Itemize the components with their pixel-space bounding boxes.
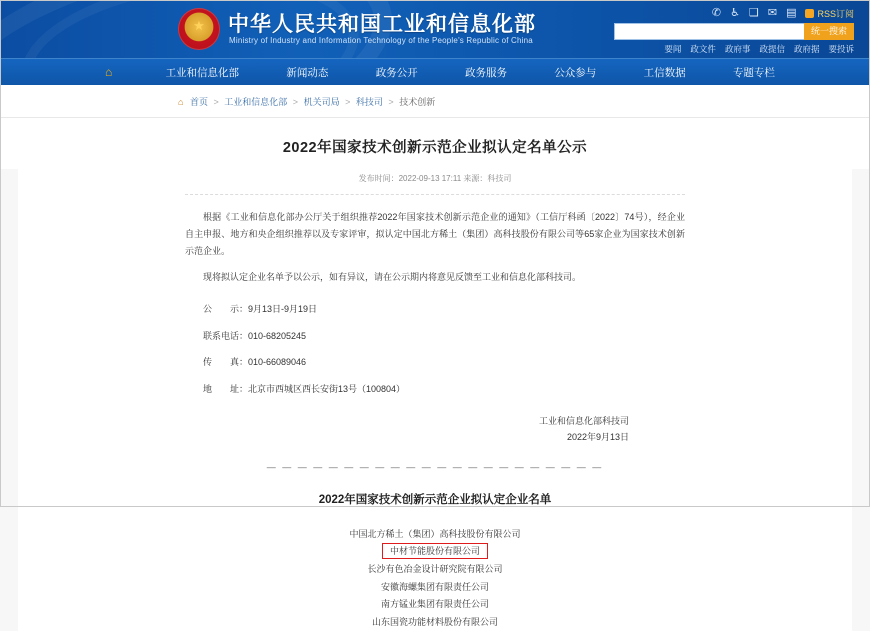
breadcrumb-item-4: 技术创新	[399, 97, 436, 107]
bookmark-icon[interactable]: ❑	[748, 7, 759, 19]
search-input[interactable]	[614, 23, 804, 40]
nav-item-services[interactable]: 政务服务	[465, 66, 507, 79]
nav-item-disclosure[interactable]: 政务公开	[375, 66, 418, 79]
nav-item-data[interactable]: 工信数据	[643, 66, 686, 79]
list-item: 南方锰业集团有限责任公司	[380, 599, 489, 610]
breadcrumb-separator: >	[213, 97, 219, 107]
breadcrumb-item-3[interactable]: 科技司	[355, 97, 383, 107]
nav-item-topics[interactable]: 专题专栏	[732, 66, 775, 79]
breadcrumb-item-1[interactable]: 工业和信息化部	[224, 97, 288, 107]
qrcode-icon[interactable]: ▤	[786, 7, 797, 19]
quick-link-5[interactable]: 要投诉	[828, 44, 854, 54]
signature-issuer: 工业和信息化部科技司	[538, 415, 629, 426]
article-paragraph-1: 现将拟认定企业名单予以公示，如有异议，请在公示期内将意见反馈至工业和信息化部科技司。	[203, 272, 582, 283]
national-emblem-icon	[178, 8, 220, 50]
home-small-icon[interactable]: ⌂	[178, 97, 184, 107]
page-title: 2022年国家技术创新示范企业拟认定名单公示	[282, 140, 588, 156]
quick-link-4[interactable]: 政府据	[793, 44, 820, 54]
article-signature	[185, 413, 685, 445]
breadcrumb-item-2[interactable]: 机关司局	[303, 97, 340, 107]
rss-icon	[805, 9, 814, 18]
quick-link-0[interactable]: 要闻	[664, 44, 682, 54]
right-gutter	[852, 169, 870, 631]
content-area	[0, 85, 870, 631]
rss-label: RSS订阅	[817, 9, 854, 19]
breadcrumb-item-0[interactable]: 首页	[189, 97, 208, 107]
article-meta: 发布时间：2022-09-13 17:11 来源：科技司	[185, 173, 685, 195]
breadcrumb-separator: >	[388, 97, 394, 107]
section-divider: — — — — — — — — — — — — — — — — — — — — — —	[266, 461, 604, 472]
company-list-title: 2022年国家技术创新示范企业拟认定企业名单	[318, 494, 552, 507]
highlight-box: 中材节能股份有限公司	[382, 543, 488, 559]
contact-line-0: 公 示：9月13日-9月19日	[203, 304, 318, 315]
list-item: 中国北方稀土（集团）高科技股份有限公司	[349, 528, 521, 539]
wechat-icon[interactable]: ✆	[711, 7, 722, 19]
article	[185, 118, 685, 631]
search-button[interactable]: 统一搜索	[804, 23, 854, 40]
left-gutter	[0, 169, 18, 631]
quick-link-1[interactable]: 政文件	[690, 44, 716, 54]
quick-link-3[interactable]: 政提信	[759, 44, 785, 54]
main-navigation	[0, 58, 870, 85]
list-item: 山东国瓷功能材料股份有限公司	[371, 616, 498, 627]
accessibility-icon[interactable]: ♿	[730, 7, 740, 19]
contact-line-2: 传 真：010-66089046	[203, 357, 307, 368]
quick-links	[664, 43, 854, 55]
list-item-highlighted	[185, 543, 685, 561]
breadcrumb-separator: >	[292, 97, 299, 107]
breadcrumb-separator: >	[345, 97, 351, 107]
signature-date: 2022年9月13日	[566, 431, 629, 442]
rss-subscribe-link[interactable]	[805, 7, 854, 20]
article-body	[185, 195, 685, 631]
home-icon[interactable]: ⌂	[105, 65, 113, 79]
contact-line-3: 地 址：北京市西城区西长安街13号（100804）	[203, 384, 406, 395]
quick-link-2[interactable]: 政府事	[724, 44, 751, 54]
site-banner	[0, 0, 870, 58]
header-toolbar	[712, 7, 854, 20]
search-area	[614, 23, 854, 40]
nav-item-participation[interactable]: 公众参与	[554, 66, 597, 79]
breadcrumb	[0, 85, 870, 118]
list-item: 安徽海螺集团有限责任公司	[380, 581, 489, 592]
site-subtitle: Ministry of Industry and Information Technology of the People's Republic of China	[229, 36, 533, 45]
article-paragraph-0: 根据《工业和信息化部办公厅关于组织推荐2022年国家技术创新示范企业的通知》（工信厅科函〔2022〕74号），经企业自主申报、地方和央企组织推荐以及专家评审，拟认定中国北方稀土（集团）高科技股份有限公司等65家企业为国家技术创新示范企业。	[185, 212, 685, 257]
nav-item-ministry[interactable]: 工业和信息化部	[165, 66, 240, 79]
contact-line-1: 联系电话：010-68205245	[203, 330, 307, 341]
nav-item-news[interactable]: 新闻动态	[286, 66, 329, 79]
site-title: 中华人民共和国工业和信息化部	[228, 13, 536, 36]
mail-icon[interactable]: ✉	[767, 7, 778, 19]
list-item: 长沙有色冶金设计研究院有限公司	[367, 563, 503, 574]
